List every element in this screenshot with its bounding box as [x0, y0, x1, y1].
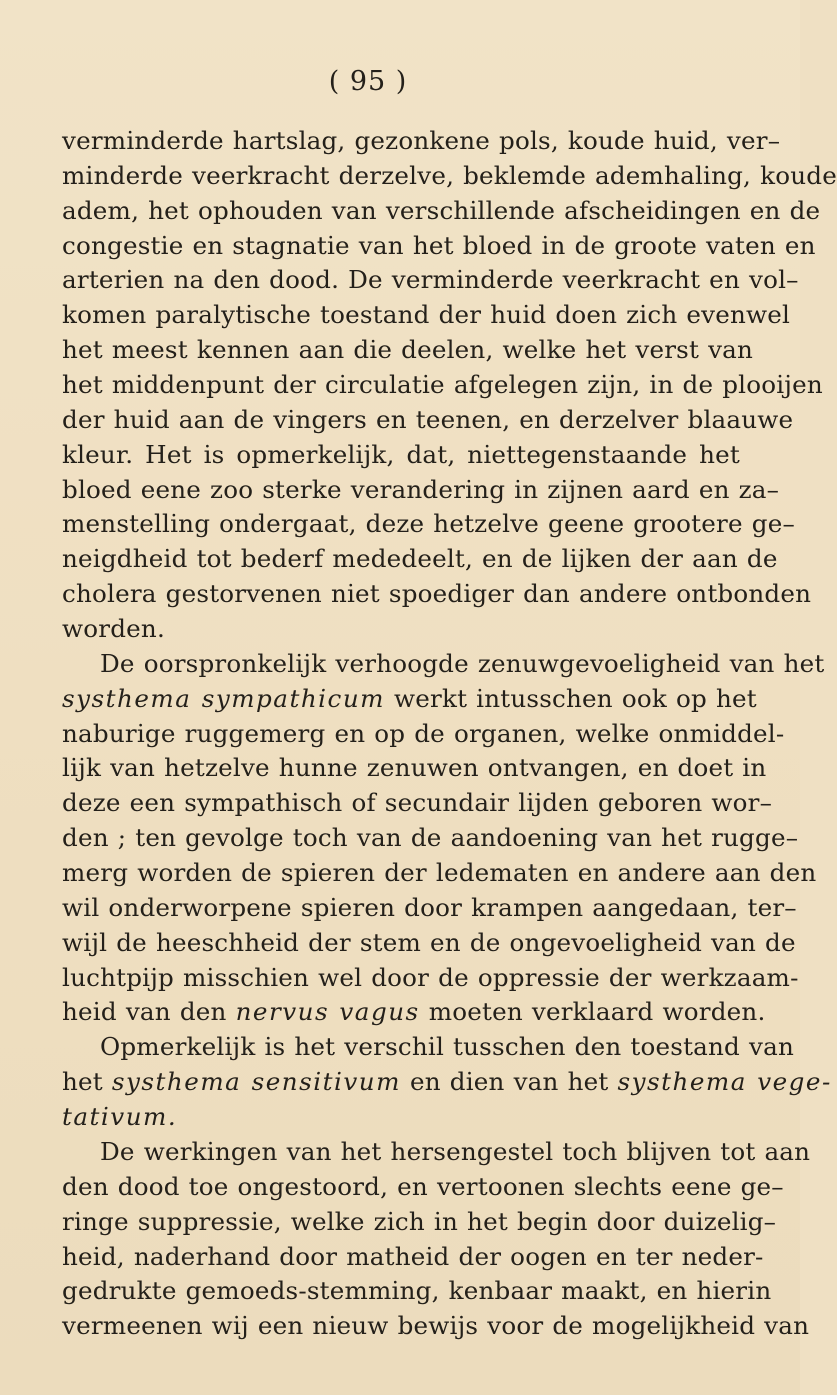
text-line — [62, 194, 821, 229]
text-line — [62, 961, 799, 996]
line-text: arterien na den dood. De verminderde veerkracht en vol– — [62, 265, 799, 295]
text-line — [62, 682, 757, 717]
line-text: den dood toe ongestoord, en vertoonen slechts eene ge– — [62, 1171, 784, 1201]
text-line — [62, 926, 796, 961]
line-text: kleur. Het is opmerkelijk, dat, niettegenstaande het — [62, 439, 740, 469]
text-line — [62, 856, 817, 891]
text-line — [62, 612, 740, 647]
line-text: wil onderworpene spieren door krampen aangedaan, ter– — [62, 892, 797, 922]
text-line — [62, 298, 791, 333]
line-text: menstelling ondergaat, deze hetzelve geene grootere ge– — [62, 509, 795, 539]
line-text: ringe suppressie, welke zich in het begin door duizelig– — [62, 1206, 777, 1236]
text-line — [62, 368, 823, 403]
text-line — [62, 1030, 795, 1065]
text-line — [62, 717, 785, 752]
text-line — [62, 1274, 772, 1309]
text-line — [62, 403, 794, 438]
line-text: merg worden de spieren der ledematen en andere aan den — [62, 858, 817, 888]
text-line — [62, 124, 781, 159]
line-text: het middenpunt der circulatie afgelegen zijn, in de plooijen — [62, 370, 823, 400]
line-text: Opmerkelijk is het verschil tusschen den toestand van — [100, 1032, 795, 1062]
line-text: den ; ten gevolge toch van de aandoening van het rugge– — [62, 823, 799, 853]
text-line — [62, 229, 816, 264]
text-line — [62, 473, 780, 508]
page-number: ( 95 ) — [328, 66, 408, 97]
line-text: komen paralytische toestand der huid doen zich evenwel — [62, 300, 791, 330]
line-text: luchtpijp misschien wel door de oppressie der werkzaam- — [62, 962, 799, 992]
line-text: heid van den — [62, 997, 236, 1027]
line-text: verminderde hartslag, gezonkene pols, koude huid, ver– — [62, 126, 781, 155]
italic-term: nervus vagus — [235, 997, 420, 1027]
text-line — [62, 1205, 777, 1240]
italic-term: systhema sympathicum — [62, 683, 385, 713]
text-line — [62, 1100, 740, 1135]
italic-term: systhema vege- — [617, 1067, 832, 1097]
text-line — [62, 786, 773, 821]
text-line — [62, 542, 778, 577]
line-text: De oorspronkelijk verhoogde zenuwgevoeligheid van het — [100, 648, 825, 678]
italic-term: tativum. — [62, 1102, 178, 1132]
line-text: gedrukte gemoeds-stemming, kenbaar maakt, en hierin — [62, 1276, 772, 1306]
text-line — [62, 821, 799, 856]
line-text: congestie en stagnatie van het bloed in de groote vaten en — [62, 230, 816, 260]
text-line — [62, 1135, 811, 1170]
text-line — [62, 159, 837, 194]
text-line — [62, 751, 767, 786]
line-text: neigdheid tot bederf mededeelt, en de lijken der aan de — [62, 544, 778, 574]
line-text: De werkingen van het hersengestel toch blijven tot aan — [100, 1136, 811, 1166]
text-line — [62, 507, 795, 542]
line-text: en dien van het — [400, 1067, 618, 1097]
text-line — [62, 1240, 764, 1275]
text-line — [62, 647, 825, 682]
line-text: het — [62, 1067, 112, 1097]
text-line — [62, 1309, 810, 1344]
line-text: heid, naderhand door matheid der oogen en ter neder- — [62, 1241, 764, 1271]
text-line — [62, 577, 812, 612]
body-text — [62, 124, 837, 1344]
line-text: cholera gestorvenen niet spoediger dan andere ontbonden — [62, 579, 812, 609]
line-text: vermeenen wij een nieuw bewijs voor de mogelijkheid van — [62, 1311, 810, 1341]
line-text: lijk van hetzelve hunne zenuwen ontvangen, en doet in — [62, 753, 767, 783]
text-line — [62, 333, 754, 368]
italic-term: systhema sensitivum — [111, 1067, 401, 1097]
line-text: bloed eene zoo sterke verandering in zijnen aard en za– — [62, 474, 780, 504]
line-text: naburige ruggemerg en op de organen, welke onmiddel- — [62, 718, 785, 748]
line-text: adem, het ophouden van verschillende afscheidingen en de — [62, 195, 821, 225]
line-text: der huid aan de vingers en teenen, en derzelver blaauwe — [62, 404, 794, 434]
line-text: deze een sympathisch of secundair lijden geboren wor– — [62, 788, 773, 818]
text-line — [62, 1170, 784, 1205]
text-line — [62, 263, 799, 298]
line-text: het meest kennen aan die deelen, welke het verst van — [62, 335, 754, 365]
text-line — [62, 438, 740, 473]
text-line — [62, 1065, 832, 1100]
line-text: werkt intusschen ook op het — [384, 683, 757, 713]
text-line — [62, 995, 766, 1030]
line-text: wijl de heeschheid der stem en de ongevoeligheid van de — [62, 927, 796, 957]
text-line — [62, 891, 797, 926]
line-text: worden. — [62, 614, 165, 644]
line-text: moeten verklaard worden. — [419, 997, 766, 1027]
line-text: minderde veerkracht derzelve, beklemde ademhaling, koude — [62, 160, 837, 190]
